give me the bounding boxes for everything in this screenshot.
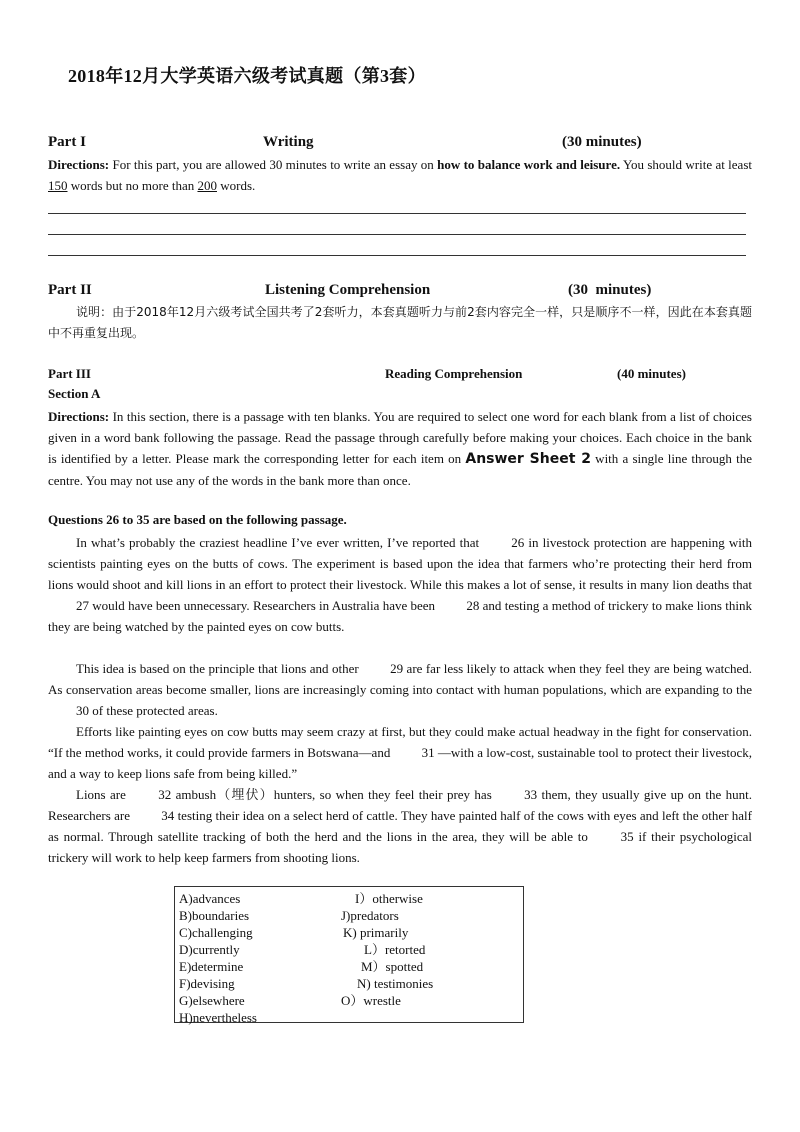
- blank-32: 32: [158, 787, 172, 802]
- blank-27: 27: [76, 598, 89, 613]
- passage-text: are far less likely to attack when they feel they are being watched. As conservation areas become smaller, lions are increasingly coming into contact with human populations, which are expanding to the: [48, 661, 752, 697]
- part3-directions: [48, 406, 752, 491]
- part1-directions: [48, 154, 752, 196]
- word-bank-item: M）spotted: [361, 959, 424, 974]
- word-bank-item: A)advances: [179, 891, 241, 906]
- directions-label: Directions:: [48, 157, 110, 172]
- part3-name: Reading Comprehension: [385, 366, 523, 381]
- questions-heading: Questions 26 to 35 are based on the following passage.: [48, 512, 347, 527]
- word-bank-item: H)nevertheless: [179, 1010, 257, 1025]
- blank-31: 31: [421, 745, 435, 760]
- blank-28: 28: [466, 598, 480, 613]
- blank-33: 33: [524, 787, 538, 802]
- blank-34: 34: [161, 808, 175, 823]
- part2-name: Listening Comprehension: [265, 282, 431, 298]
- writing-line: [48, 234, 746, 235]
- passage-text: in livestock protection are happening with scientists painting eyes on the butts of cows. The experiment is based upon the idea that farmers who’re protecting their herd from lions would shoot and kill lions in an effort to protect their livestock. While this makes a lot of sense, it results in many lion deaths that: [48, 535, 752, 592]
- blank-29: 29: [390, 661, 404, 676]
- document-title: 2018年12月大学英语六级考试真题（第3套）: [68, 66, 426, 86]
- word-bank-item: C)challenging: [179, 925, 253, 940]
- passage-text: of these protected areas.: [89, 703, 218, 718]
- passage-paragraph-3: [48, 721, 752, 784]
- word-bank-box: [174, 886, 524, 1023]
- part1-name: Writing: [263, 134, 314, 150]
- word-bank-item: B)boundaries: [179, 908, 250, 923]
- directions-text: with a single line through the centre. You may not use any of the words in the bank more than once.: [48, 451, 752, 488]
- part2-note: 说明：由于2018年12月六级考试全国共考了2套听力，本套真题听力与前2套内容完全一样，只是顺序不一样，因此在本套真题中不再重复出现。: [48, 305, 752, 340]
- word-bank-item: D)currently: [179, 942, 240, 957]
- passage-text: This idea is based on the principle that lions and other: [76, 661, 363, 676]
- writing-line: [48, 213, 746, 214]
- word-bank-item: F)devising: [179, 976, 235, 991]
- passage-text: —with a low-cost, sustainable tool to protect their livestock, and a way to keep lions safe from being killed.”: [48, 745, 752, 781]
- part3-label: Part III: [48, 366, 91, 381]
- writing-line: [48, 255, 746, 256]
- part2-label: Part II: [48, 282, 92, 298]
- answer-sheet-label: Answer Sheet 2: [465, 451, 591, 467]
- passage-text: In what’s probably the craziest headline I’ve ever written, I’ve reported that: [76, 535, 484, 550]
- passage-text: testing their idea on a select herd of cattle. They have painted half of the cows with eyes and left the other half as normal. Through satellite tracking of both the herd and the lions in the area, they will be able to: [48, 808, 752, 844]
- part1-label: Part I: [48, 134, 86, 150]
- blank-30: 30: [76, 703, 89, 718]
- passage-text: would have been unnecessary. Researchers in Australia have been: [89, 598, 439, 613]
- word-bank-item: O）wrestle: [341, 993, 401, 1008]
- passage-paragraph-2: [48, 658, 752, 721]
- passage-paragraph-1: [48, 532, 752, 637]
- word-bank-item: E)determine: [179, 959, 244, 974]
- word-bank-item: G)elsewhere: [179, 993, 245, 1008]
- directions-text: words but no more than: [67, 178, 198, 193]
- directions-text: You should write at least: [620, 157, 752, 172]
- word-bank-item: K) primarily: [343, 925, 409, 940]
- passage-paragraph-4: [48, 784, 752, 868]
- directions-text: For this part, you are allowed 30 minutes to write an essay on: [109, 157, 438, 172]
- directions-text: In this section, there is a passage with ten blanks. You are required to select one word for each blank from a list of choices given in a word bank following the passage. Read the passage through carefully before making your choices. Each choice in the bank is identified by a letter. Please mark the corresponding letter for each item on: [48, 409, 752, 466]
- passage-text: ambush（埋伏）hunters, so when they feel their prey has: [171, 787, 497, 802]
- word-bank-item: J)predators: [341, 908, 399, 923]
- blank-35: 35: [620, 829, 634, 844]
- passage-text: if their psychological trickery will work to help keep farmers from shooting lions.: [48, 829, 752, 865]
- part3-time: (40 minutes): [617, 366, 686, 381]
- word-bank-item: I）otherwise: [355, 891, 423, 906]
- essay-topic: how to balance work and leisure.: [437, 157, 621, 172]
- part2-time: (30 minutes): [568, 282, 652, 298]
- passage-text: and testing a method of trickery to make lions think they are being watched by the painted eyes on cow butts.: [48, 598, 752, 634]
- min-words: 150: [48, 178, 68, 193]
- passage-text: Efforts like painting eyes on cow butts may seem crazy at first, but they could make actual headway in the fight for conservation. “If the method works, it could provide farmers in Botswana—and: [48, 724, 752, 760]
- part1-time: (30 minutes): [562, 134, 642, 150]
- directions-label: Directions:: [48, 409, 110, 424]
- word-bank-item: N) testimonies: [357, 976, 434, 991]
- passage-text: them, they usually give up on the hunt. Researchers are: [48, 787, 752, 823]
- blank-26: 26: [511, 535, 525, 550]
- word-bank-item: L）retorted: [364, 942, 426, 957]
- passage-text: Lions are: [76, 787, 131, 802]
- max-words: 200: [197, 178, 217, 193]
- section-a-label: Section A: [48, 386, 101, 401]
- directions-text: words.: [216, 178, 256, 193]
